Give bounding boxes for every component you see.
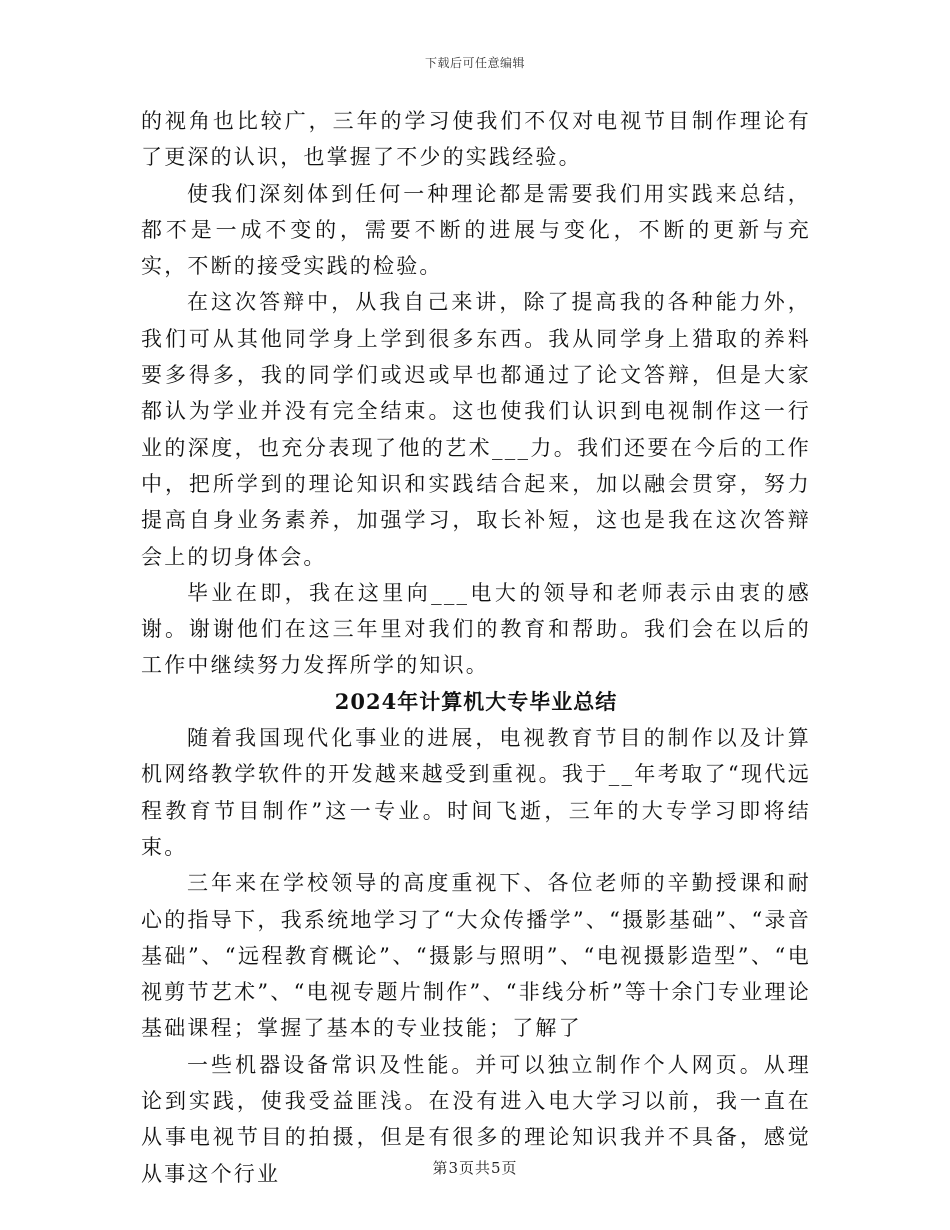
paragraph-continued: 的视角也比较广，三年的学习使我们不仅对电视节目制作理论有了更深的认识，也掌握了不少的实践经验。 [141, 109, 811, 170]
paragraph: 三年来在学校领导的高度重视下、各位老师的辛勤授课和耐心的指导下，我系统地学习了“大众传播学”、“摄影基础”、“录音基础”、“远程教育概论”、“摄影与照明”、“电视摄影造型”、“电视剪节艺术”、“电视专题片制作”、“非线分析”等十余门专业理论基础课程；掌握了基本的专业技能；了解了 [141, 871, 811, 1041]
paragraph: 随着我国现代化事业的进展，电视教育节目的制作以及计算机网络教学软件的开发越来越受到重视。我于__年考取了“现代远程教育节目制作”这一专业。时间飞逝，三年的大专学习即将结束。 [141, 726, 811, 859]
paragraph: 毕业在即，我在这里向___电大的领导和老师表示由衷的感谢。谢谢他们在这三年里对我们的教育和帮助。我们会在以后的工作中继续努力发挥所学的知识。 [141, 580, 811, 678]
paragraph: 在这次答辩中，从我自己来讲，除了提高我的各种能力外，我们可从其他同学身上学到很多东西。我从同学身上猎取的养料要多得多，我的同学们或迟或早也都通过了论文答辩，但是大家都认为学业并没有完全结束。这也使我们认识到电视制作这一行业的深度，也充分表现了他的艺术___力。我们还要在今后的工作中，把所学到的理论知识和实践结合起来，加以融会贯穿，努力提高自身业务素养，加强学习，取长补短，这也是我在这次答辩会上的切身体会。 [141, 290, 811, 569]
section-title: 2024年计算机大专毕业总结 [334, 688, 618, 714]
page-number-footer: 第3页共5页 [432, 1159, 518, 1177]
document-body [141, 103, 811, 1192]
paragraph: 使我们深刻体到任何一种理论都是需要我们用实践来总结，都不是一成不变的，需要不断的进展与变化，不断的更新与充实，不断的接受实践的检验。 [141, 181, 811, 279]
page-header-note: 下载后可任意编辑 [424, 56, 525, 70]
paragraph: 一些机器设备常识及性能。并可以独立制作个人网页。从理论到实践，使我受益匪浅。在没有进入电大学习以前，我一直在从事电视节目的拍摄，但是有很多的理论知识我并不具备，感觉从事这个行业 [141, 1052, 811, 1186]
